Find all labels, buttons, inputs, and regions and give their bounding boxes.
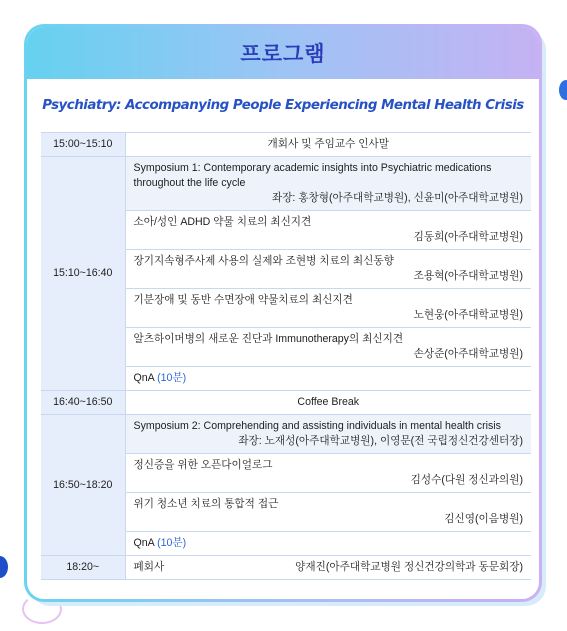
talk-speaker: 김신영(이음병원) — [444, 513, 523, 525]
talk-item — [125, 493, 531, 532]
opening-title: 개회사 및 주임교수 인사말 — [125, 133, 531, 157]
decorative-dot-left — [0, 556, 8, 578]
qna-duration: (10분) — [157, 537, 187, 549]
time-cell: 16:40~16:50 — [41, 391, 125, 415]
talk-speaker: 김성수(다원 정신과의원) — [410, 474, 523, 486]
talk-title: 알츠하이머병의 새로운 진단과 Immunotherapy의 최신지견 — [133, 333, 404, 345]
program-title: 프로그램 — [240, 42, 326, 66]
program-card-body — [27, 27, 539, 599]
time-cell: 15:00~15:10 — [41, 133, 125, 157]
talk-title: 위기 청소년 치료의 통합적 접근 — [133, 498, 279, 510]
closing-item — [125, 556, 531, 580]
talk-item — [125, 289, 531, 328]
talk-speaker: 조용혁(아주대학교병원) — [413, 270, 523, 282]
talk-item — [125, 211, 531, 250]
qna-item — [125, 532, 531, 556]
time-cell: 15:10~16:40 — [41, 157, 125, 391]
closing-content — [134, 560, 524, 575]
symposium-chairs: 좌장: 노재성(아주대학교병원), 이영문(전 국립정신건강센터장) — [238, 435, 523, 447]
schedule-row-symposium-2 — [41, 415, 531, 454]
schedule-row-closing — [41, 556, 531, 580]
qna-item — [125, 367, 531, 391]
talk-item — [125, 250, 531, 289]
symposium-chairs: 좌장: 홍창형(아주대학교병원), 신윤미(아주대학교병원) — [271, 192, 523, 204]
symposium-title: Symposium 2: Comprehending and assisting individuals in mental health crisis — [133, 420, 501, 432]
schedule-row-opening — [41, 133, 531, 157]
time-cell: 16:50~18:20 — [41, 415, 125, 556]
symposium-title: Symposium 1: Contemporary academic insights into Psychiatric medications throughout the life cycle — [133, 162, 492, 189]
talk-speaker: 노현웅(아주대학교병원) — [413, 309, 523, 321]
talk-title: 장기지속형주사제 사용의 실제와 조현병 치료의 최신동향 — [133, 255, 394, 267]
closing-title: 폐회사 — [133, 561, 165, 573]
closing-speaker: 양재진(아주대학교병원 정신건강의학과 동문회장) — [295, 561, 523, 573]
qna-label: QnA — [133, 372, 155, 384]
talk-item — [125, 328, 531, 367]
program-schedule-table — [41, 132, 531, 580]
qna-duration: (10분) — [157, 372, 187, 384]
schedule-row-symposium-1 — [41, 157, 531, 211]
talk-speaker: 김동희(아주대학교병원) — [413, 231, 523, 243]
schedule-row-break — [41, 391, 531, 415]
program-card — [24, 24, 542, 602]
program-subtitle: Psychiatry: Accompanying People Experiencing Mental Health Crisis — [42, 98, 524, 113]
talk-speaker: 손상준(아주대학교병원) — [413, 348, 523, 360]
talk-title: 기분장애 및 동반 수면장애 약물치료의 최신지견 — [133, 294, 353, 306]
talk-title: 정신증을 위한 오픈다이얼로그 — [133, 459, 273, 471]
symposium-1 — [125, 157, 531, 211]
symposium-2 — [125, 415, 531, 454]
decorative-dot-right — [559, 80, 567, 100]
break-title: Coffee Break — [125, 391, 531, 415]
qna-label: QnA — [133, 537, 155, 549]
talk-title: 소아/성인 ADHD 약물 치료의 최신지견 — [133, 216, 312, 228]
program-header — [27, 27, 539, 79]
time-cell: 18:20~ — [41, 556, 125, 580]
talk-item — [125, 454, 531, 493]
